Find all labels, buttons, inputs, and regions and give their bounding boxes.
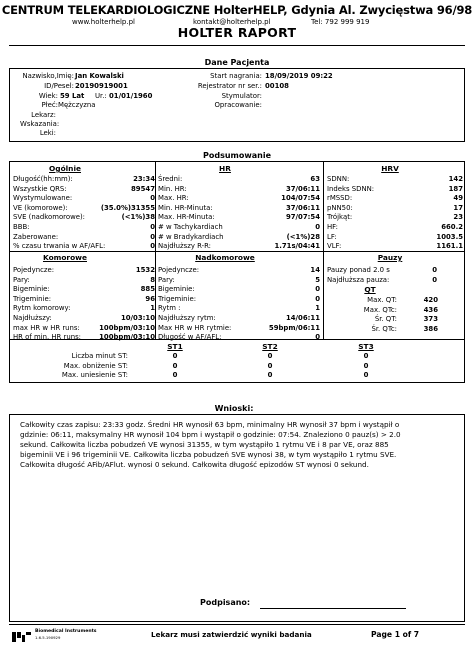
supraventricular-row-value: 14 — [310, 266, 320, 274]
hrv-row-label: HF: — [327, 223, 338, 231]
ventricular-row-value: 100bpm/03:10 — [99, 333, 155, 342]
hrv-row-value: 1003.5 — [436, 232, 463, 241]
ventricular-title: Komorowe — [42, 253, 87, 262]
start-value: 18/09/2019 09:22 — [265, 72, 333, 80]
summary-divider-1 — [155, 161, 156, 339]
clinic-phone: Tel: 792 999 919 — [311, 18, 370, 26]
hr-row-label: # w Bradykardiach — [158, 232, 224, 241]
qt-row-label: Śr. QTc: — [371, 324, 397, 333]
pauses-row-label: Najdłuższa pauza: — [327, 275, 390, 284]
general-row-value: 0 — [150, 194, 155, 203]
logo-text: Biomedical Instruments — [35, 629, 97, 634]
hrv-row-label: pNN50: — [327, 203, 353, 212]
start-label: Start nagrania: — [210, 72, 262, 80]
qt-row-label: Śr. QT: — [374, 315, 397, 324]
report-title: HOLTER RAPORT — [177, 25, 297, 40]
supraventricular-row-label: Rytm : — [158, 304, 181, 313]
hr-row-label: # w Tachykardiach — [158, 223, 223, 231]
ventricular-row-label: Bigeminie: — [13, 285, 50, 294]
st-header: ST2 — [262, 342, 278, 351]
doctor-label: Lekarz: — [31, 111, 56, 119]
general-row-value: 89547 — [131, 184, 155, 193]
dob-label: Ur.: — [95, 92, 107, 100]
analysis-label: Opracowanie: — [214, 101, 262, 109]
hr-row-value: (<1%)28 — [286, 232, 320, 241]
hr-row-label: Średni: — [158, 175, 183, 183]
qt-row-label: Max. QT: — [367, 296, 397, 304]
st-row-value: 0 — [172, 371, 178, 380]
supraventricular-row-value: 1 — [315, 304, 320, 313]
bi-logo-icon — [11, 631, 33, 643]
general-row-label: Długość(hh:mm): — [13, 175, 73, 183]
hr-row-value: 97/07:54 — [285, 213, 320, 222]
hr-title: HR — [219, 164, 231, 173]
general-row-value: 0 — [150, 223, 155, 231]
ventricular-row-label: Trigeminie: — [13, 294, 52, 303]
signature-line[interactable] — [260, 608, 406, 609]
general-row-label: Wystymulowane: — [13, 194, 73, 203]
id-value: 20190919001 — [75, 82, 128, 90]
general-row-value: (35.0%)31355 — [100, 203, 155, 212]
supraventricular-row-label: Pary: — [158, 275, 175, 284]
recorder-value: 00108 — [265, 82, 289, 90]
hr-row-value: 1.71s/04:41 — [274, 242, 320, 251]
ventricular-row-value: 885 — [140, 285, 155, 294]
st-row-value: 0 — [363, 361, 369, 370]
supraventricular-row-label: Pojedyncze: — [158, 266, 200, 274]
supraventricular-row-value: 59bpm/06:11 — [268, 323, 320, 332]
supraventricular-row-value: 14/06:11 — [285, 314, 320, 322]
supraventricular-row-label: Trigeminie: — [158, 294, 197, 303]
st-row-label: Liczba minut ST: — [71, 352, 128, 360]
signature-label: Podpisano: — [200, 598, 251, 607]
supraventricular-row-value: 0 — [315, 285, 320, 294]
st-row-label: Max. uniesienie ST: — [61, 371, 128, 380]
conclusions-line: gdzinie: 06:11, maksymalny HR wynosił 104 bpm i wystąpił o godzinie: 07:54. Znaleziono 0 pauz(s) > 2.0 — [20, 430, 401, 440]
st-row-value: 0 — [172, 361, 178, 370]
hrv-row-label: SDNN: — [327, 175, 350, 183]
conclusions-line: bigeminii VE i 96 trigeminii VE. Całkowita liczba pobudzeń SVE wynosi 38, w tym wystąpiło 1 rytmu SVE. — [20, 450, 397, 460]
logo-subtext: 1.6.5.190929 — [35, 635, 61, 640]
hrv-row-value: 660.2 — [441, 223, 463, 231]
hrv-row-value: 1161.1 — [436, 242, 463, 251]
general-row-value: 0 — [150, 232, 155, 241]
pauses-row-value: 0 — [432, 266, 437, 274]
id-label: ID/Pesel: — [44, 82, 74, 90]
general-row-label: SVE (nadkomorowe): — [13, 213, 85, 222]
summary-section-title: Podsumowanie — [202, 151, 272, 160]
st-header: ST3 — [358, 342, 374, 351]
general-row-label: Wszystkie QRS: — [13, 184, 67, 193]
pauses-row-value: 0 — [432, 275, 437, 284]
conclusions-line: sekund. Całkowita liczba pobudzeń VE wynosi 31355, w tym wystąpiło 1 rytmu VE i 8 par VE, oraz 885 — [20, 440, 389, 450]
hr-row-value: 37/06:11 — [285, 203, 320, 212]
st-row-value: 0 — [172, 352, 178, 360]
hrv-row-label: LF: — [327, 232, 337, 241]
conclusions-line: Całkowita długość AFib/AFlut. wynosi 0 sekund. Całkowita długość epizodów ST wynosi 0 sekund. — [20, 460, 369, 470]
hrv-title: HRV — [381, 164, 399, 173]
st-row-label: Max. obniżenie ST: — [63, 361, 128, 370]
patient-section-title: Dane Pacjenta — [204, 58, 270, 67]
qt-title: QT — [364, 285, 376, 294]
hrv-row-label: Trójkąt: — [327, 213, 353, 222]
st-row-value: 0 — [267, 371, 273, 380]
general-row-value: 0 — [150, 242, 155, 251]
ventricular-row-value: 1 — [150, 304, 155, 313]
supraventricular-row-value: 0 — [315, 294, 320, 303]
hrv-row-value: 187 — [448, 184, 463, 193]
conclusions-text — [20, 420, 460, 470]
ventricular-row-value: 10/03:10 — [120, 314, 155, 322]
ventricular-row-label: Rytm komorowy: — [13, 304, 71, 313]
ventricular-row-label: HR of min. HR runs: — [13, 333, 82, 342]
hr-row-label: Max. HR-Minuta: — [158, 213, 215, 222]
qt-row-value: 436 — [423, 305, 438, 314]
approval-notice: Lekarz musi zatwierdzić wyniki badania — [151, 630, 312, 639]
st-row-value: 0 — [267, 352, 273, 360]
general-title: Ogólnie — [49, 164, 81, 173]
conclusions-line: Całkowity czas zapisu: 23:33 godz. Średni HR wynosił 63 bpm, minimalny HR wynosił 37 bpm i wystąpił o — [20, 420, 400, 429]
sex-label: Płeć: — [41, 101, 58, 109]
clinic-email[interactable]: kontakt@holterhelp.pl — [193, 18, 271, 26]
summary-row-divider — [9, 251, 465, 252]
general-row-label: BBB: — [13, 223, 30, 231]
age-value: 59 Lat — [60, 92, 85, 100]
hr-row-label: Min. HR: — [158, 184, 187, 193]
hr-row-label: Najdłuższy R-R: — [158, 242, 211, 251]
hrv-row-label: rMSSD: — [327, 194, 353, 203]
general-row-label: VE (komorowe): — [13, 203, 68, 212]
hr-row-label: Max. HR: — [158, 194, 189, 203]
pauses-row-label: Pauzy ponad 2.0 s — [327, 266, 390, 274]
supraventricular-row-value: 5 — [315, 275, 320, 284]
dob-value: 01/01/1960 — [109, 92, 153, 100]
header-divider — [9, 45, 465, 46]
st-header: ST1 — [167, 342, 183, 351]
qt-row-value: 420 — [423, 296, 438, 304]
hrv-row-value: 49 — [453, 194, 463, 203]
drugs-label: Leki: — [39, 129, 56, 137]
general-row-label: Zaberowane: — [13, 232, 59, 241]
qt-row-value: 373 — [423, 315, 438, 324]
age-label: Wiek: — [38, 92, 58, 100]
indications-label: Wskazania: — [20, 120, 60, 128]
st-row-value: 0 — [363, 352, 369, 360]
qt-row-value: 386 — [423, 324, 438, 333]
supraventricular-row-value: 0 — [315, 333, 320, 342]
ventricular-row-label: Pojedyncze: — [13, 266, 55, 274]
hrv-row-label: Indeks SDNN: — [327, 184, 375, 193]
hrv-row-label: VLF: — [327, 242, 342, 251]
footer-divider — [9, 624, 465, 625]
page-number: Page 1 of 7 — [371, 630, 420, 639]
hrv-row-value: 17 — [453, 203, 463, 212]
supraventricular-row-label: Bigeminie: — [158, 285, 195, 294]
ventricular-row-value: 96 — [145, 294, 155, 303]
supraventricular-row-label: Długość w AF/AFL: — [158, 333, 222, 342]
st-row-value: 0 — [267, 361, 273, 370]
ventricular-row-value: 1532 — [135, 266, 155, 274]
hr-row-value: 37/06:11 — [285, 184, 320, 193]
hr-row-value: 63 — [310, 175, 320, 183]
hrv-row-value: 23 — [453, 213, 463, 222]
conclusions-section-title: Wnioski: — [214, 404, 254, 413]
ventricular-row-label: Najdłuższy: — [13, 314, 52, 322]
general-row-label: % czasu trwania w AF/AFL: — [13, 242, 106, 251]
hr-row-value: 104/07:54 — [281, 194, 320, 203]
hr-row-label: Min. HR-Minuta: — [158, 203, 213, 212]
supraventricular-row-label: Najdłuższy rytm: — [158, 314, 216, 322]
st-row-value: 0 — [363, 371, 369, 380]
supraventricular-title: Nadkomorowe — [195, 253, 255, 262]
qt-row-label: Max. QTc: — [363, 305, 397, 314]
company-logo — [11, 628, 33, 647]
clinic-website[interactable]: www.holterhelp.pl — [72, 18, 135, 26]
supraventricular-row-label: Max HR w HR rytmie: — [158, 323, 232, 332]
ventricular-row-label: Pary: — [13, 275, 30, 284]
hr-row-value: 0 — [315, 223, 320, 231]
hrv-row-value: 142 — [448, 175, 463, 183]
ventricular-row-value: 100bpm/03:10 — [99, 323, 155, 332]
general-row-value: (<1%)38 — [121, 213, 155, 222]
name-label: Nazwisko,Imię: — [22, 72, 74, 80]
stimulator-label: Stymulator: — [221, 92, 262, 100]
general-row-value: 23:34 — [133, 175, 155, 183]
recorder-label: Rejestrator nr ser.: — [197, 82, 262, 90]
name-value: Jan Kowalski — [75, 72, 124, 80]
sex-value: Mężczyzna — [58, 101, 96, 109]
ventricular-row-value: 8 — [150, 275, 155, 284]
pauses-title: Pauzy — [377, 253, 403, 262]
ventricular-row-label: max HR w HR runs: — [13, 323, 80, 332]
clinic-title: CENTRUM TELEKARDIOLOGICZNE HolterHELP, Gdynia Al. Zwycięstwa 96/98 — [1, 3, 473, 17]
